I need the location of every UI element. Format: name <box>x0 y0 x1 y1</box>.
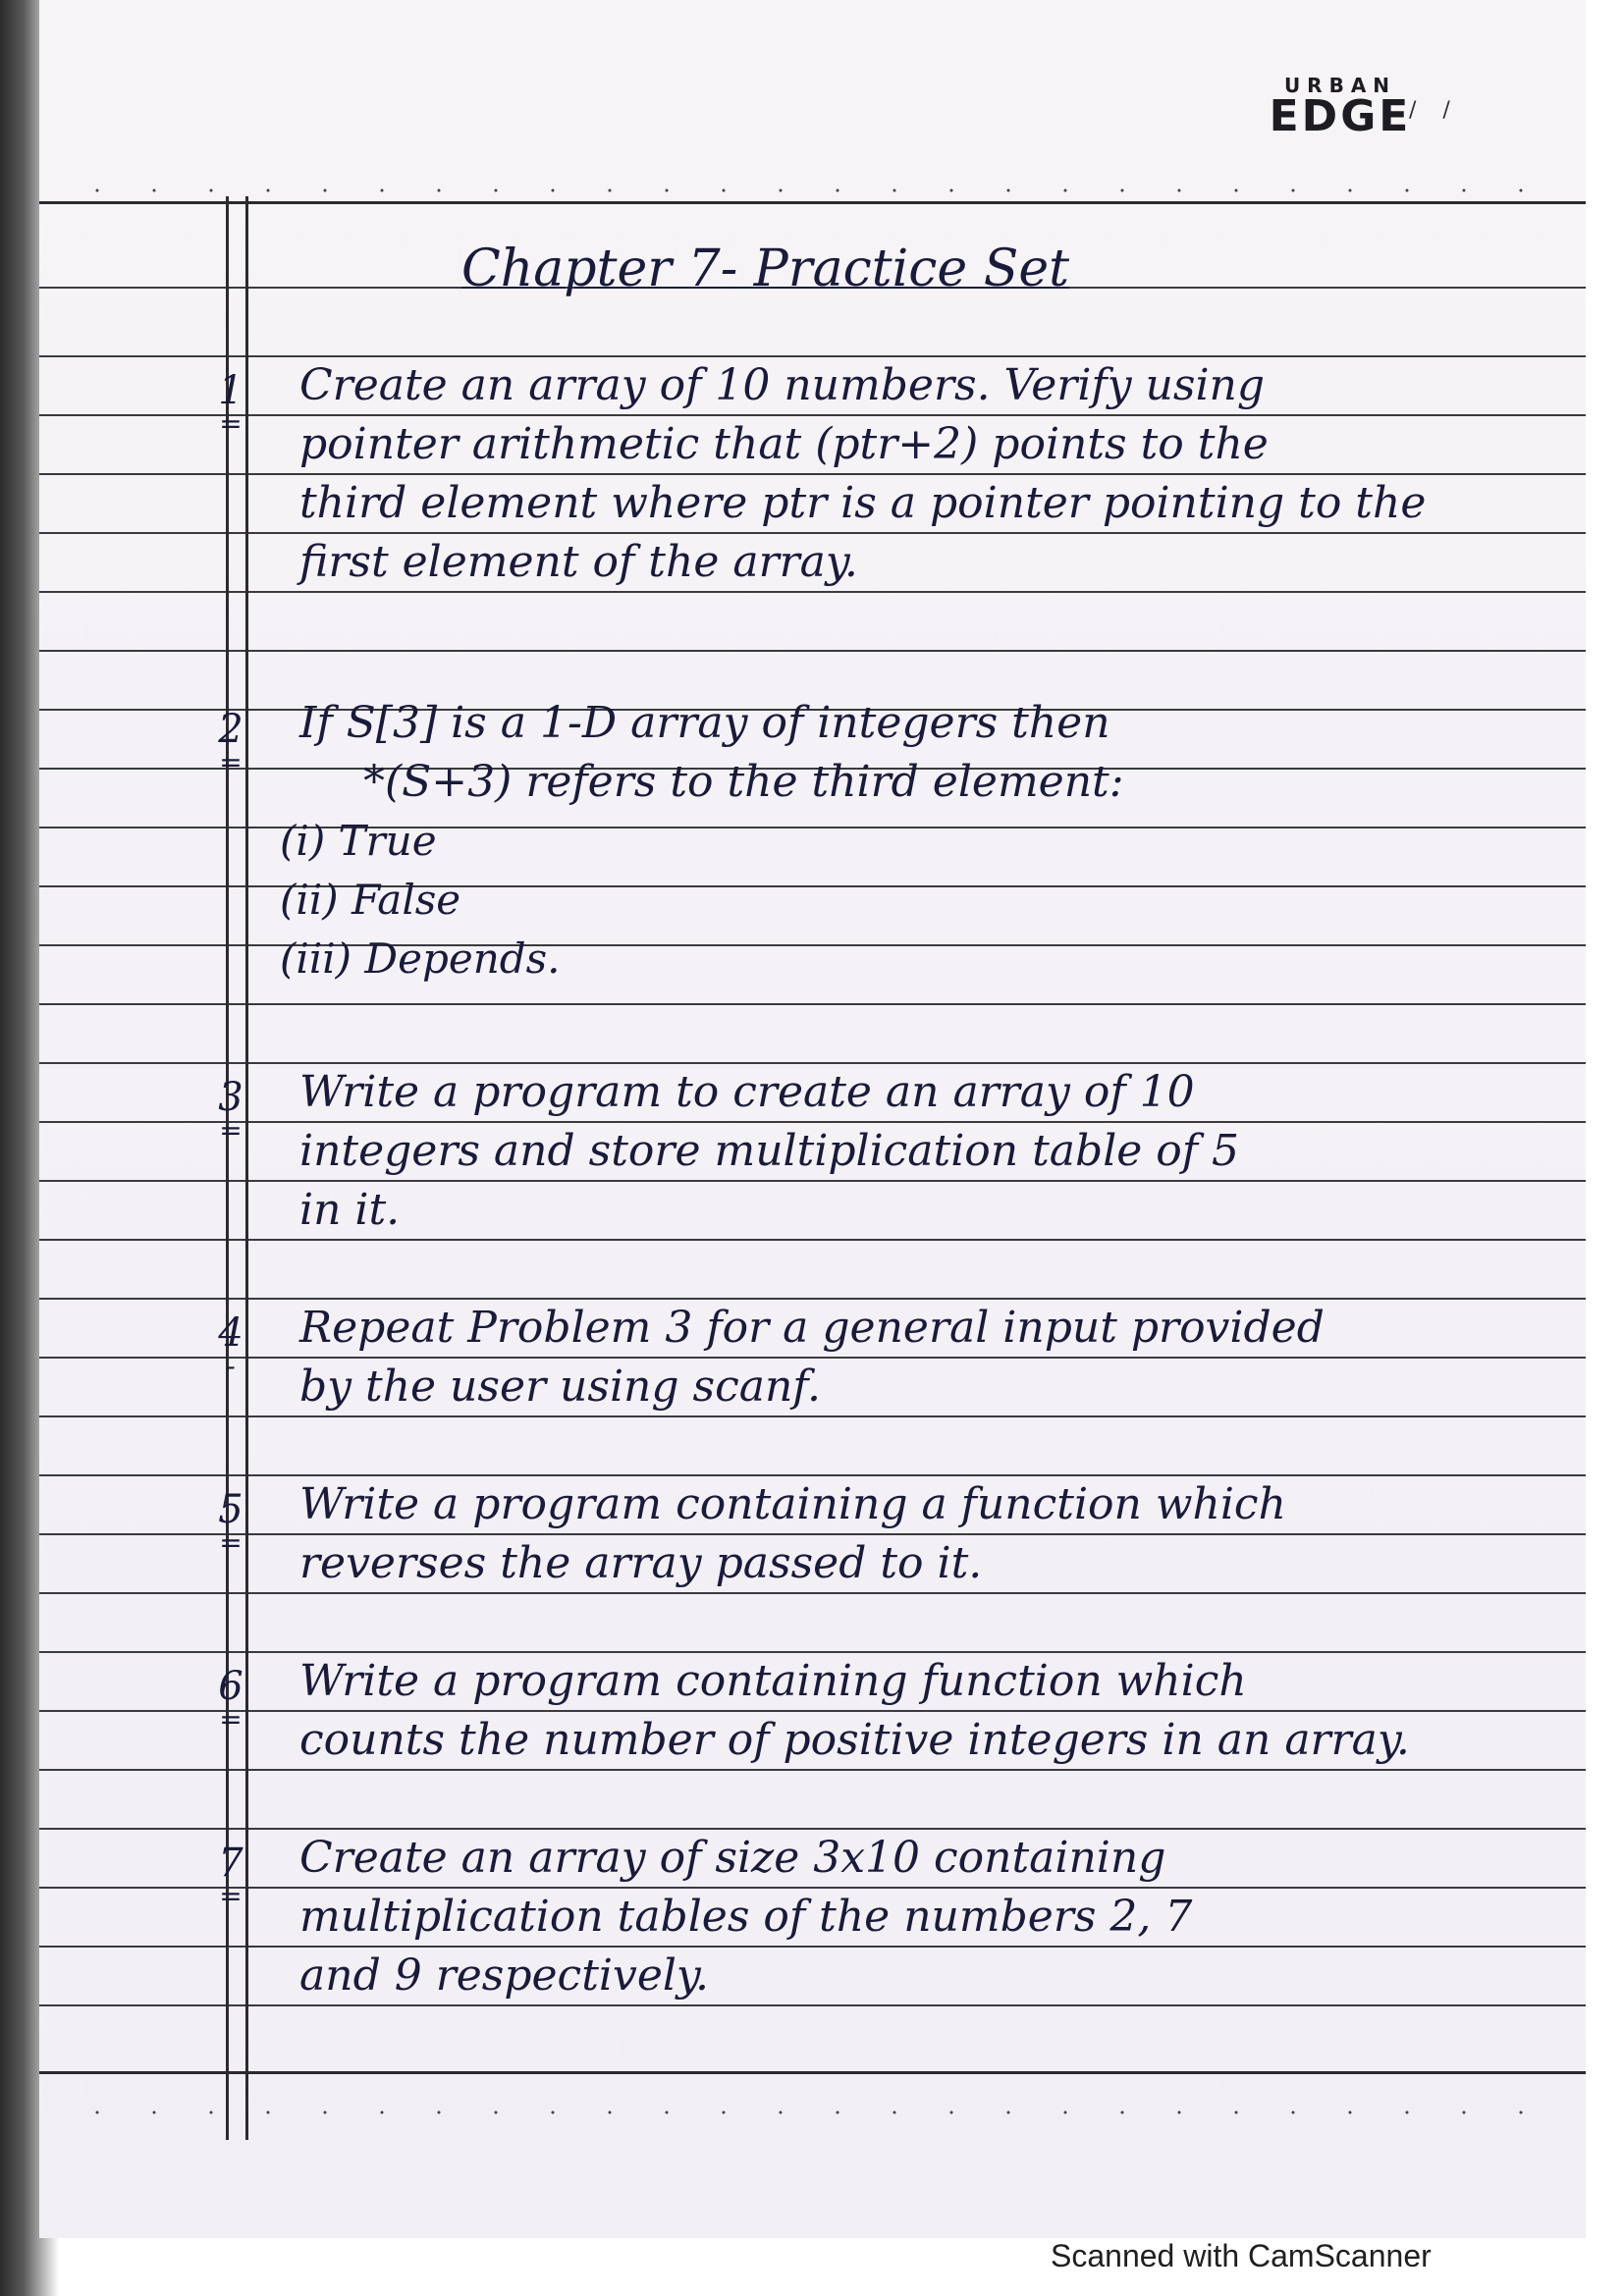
question-line: Repeat Problem 3 for a general input provided <box>299 1303 1325 1353</box>
header-rule <box>39 201 1586 204</box>
notebook-page <box>39 0 1586 2238</box>
top-dotted-line <box>69 188 1561 192</box>
answer-option: (iii) Depends. <box>280 934 561 983</box>
question-number: 3 = <box>218 1075 243 1147</box>
question-line: Write a program containing function which <box>299 1656 1247 1706</box>
question-line: by the user using scanf. <box>299 1362 822 1412</box>
answer-option: (ii) False <box>280 876 461 924</box>
footer-rule <box>39 2071 1586 2074</box>
question-line: Create an array of 10 numbers. Verify using <box>299 360 1266 410</box>
question-number: 1 = <box>218 368 243 440</box>
brand-top-text: URBAN <box>1283 74 1397 97</box>
question-line: Write a program to create an array of 10 <box>299 1067 1195 1117</box>
question-number: 7 = <box>218 1841 243 1912</box>
question-line: If S[3] is a 1-D array of integers then <box>299 698 1110 748</box>
date-field: / / <box>1409 98 1460 123</box>
question-line: pointer arithmetic that (ptr+2) points to the <box>299 419 1269 469</box>
scanner-watermark: Scanned with CamScanner <box>1051 2238 1432 2273</box>
question-line: multiplication tables of the numbers 2, 7 <box>299 1892 1193 1942</box>
question-line: in it. <box>299 1185 401 1235</box>
question-line: *(S+3) refers to the third element: <box>363 757 1124 807</box>
question-number: 4 - <box>218 1310 243 1382</box>
page-title: Chapter 7- Practice Set <box>461 240 1070 298</box>
question-line: Write a program containing a function which <box>299 1479 1286 1529</box>
bottom-dotted-line <box>69 2110 1561 2114</box>
question-line: and 9 respectively. <box>299 1950 709 2001</box>
answer-option: (i) True <box>280 817 437 865</box>
question-line: third element where ptr is a pointer pointing to the <box>299 478 1427 528</box>
question-number: 6 = <box>218 1664 243 1735</box>
question-line: counts the number of positive integers in an array. <box>299 1715 1410 1765</box>
question-line: integers and store multiplication table of 5 <box>299 1126 1240 1176</box>
question-number: 2 = <box>218 707 243 778</box>
question-line: Create an array of size 3x10 containing <box>299 1833 1166 1883</box>
question-line: first element of the array. <box>299 537 858 587</box>
brand-main-text: EDGE <box>1269 91 1412 141</box>
question-number: 5 = <box>218 1487 243 1559</box>
question-line: reverses the array passed to it. <box>299 1538 983 1588</box>
